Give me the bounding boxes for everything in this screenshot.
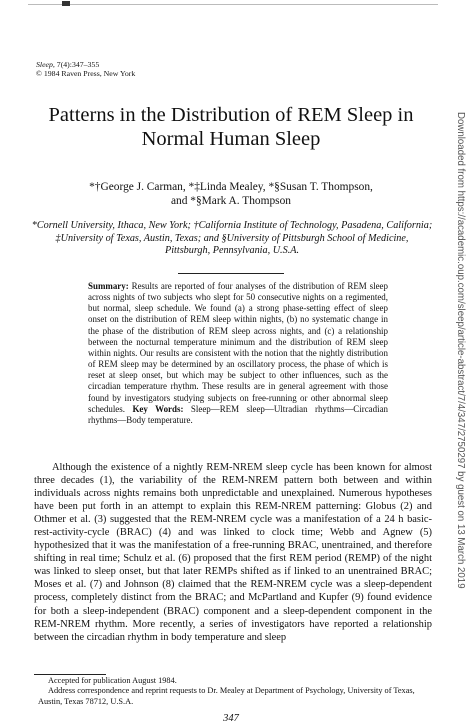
- download-note: Downloaded from https://academic.oup.com/sleep/article-abstract/7/4/347/2750297 by guest on 13 March 2019: [455, 112, 466, 589]
- summary-text: Results are reported of four analyses of the distribution of REM sleep across nights of two subjects who slept for 50 consecutive nights on a regimented, but normal, sleep schedule. We found (a) a strong phase-setting effect of sleep onset on the distribution of REM sleep within nights, (b) no systematic change in the phase of the distribution of REM sleep across nights, and (c) a relationship between the nocturnal temperature minimum and the distribution of REM sleep within nights. Our results are consistent with the notion that the nightly distribution of REM sleep may be determined by an oscillatory process, the phase of which is reset at sleep onset, but which may be subject to other influences, such as the circadian temperature rhythm. These results are in general agreement with those found by investigators studying subjects on free-running or other abnormal sleep schedules.: [88, 281, 388, 414]
- affiliations: [30, 220, 434, 258]
- authors-line-1: *†George J. Carman, *‡Linda Mealey, *§Susan T. Thompson,: [89, 181, 373, 193]
- authors-line-2: and *§Mark A. Thompson: [170, 194, 292, 207]
- journal-copyright: © 1984 Raven Press, New York: [36, 69, 136, 78]
- footnote-accepted: Accepted for publication August 1984.: [48, 676, 177, 685]
- affiliation-line-2: ‡University of Texas, Austin, Texas; and §University of Pittsburgh School of Medicine,: [55, 232, 409, 244]
- journal-volume-line: [36, 60, 135, 69]
- title-line-1: Patterns in the Distribution of REM Sleep in: [48, 104, 414, 126]
- affiliation-line-1: *Cornell University, Ithaca, New York; †California Institute of Technology, Pasadena, California;: [31, 220, 433, 231]
- footnotes: [38, 676, 434, 707]
- keywords-text: Sleep—REM sleep—Ultradian rhythms—Circadian rhythms—Body temperature.: [88, 403, 389, 425]
- journal-volume: , 7(4):347–355: [52, 60, 100, 69]
- download-watermark: [452, 112, 468, 722]
- journal-name: Sleep: [36, 60, 53, 69]
- article-title: [20, 103, 442, 151]
- footnote-rule: [34, 674, 106, 675]
- footnote-address: Address correspondence and reprint requests to Dr. Mealey at Department of Psychology, University of Texas, Austin, Texas 78712, U.S.A.: [38, 686, 415, 706]
- title-line-2: Normal Human Sleep: [141, 128, 321, 150]
- top-edge-mark: [62, 1, 70, 6]
- page-number: 347: [223, 713, 239, 724]
- summary-separator-rule: [178, 273, 284, 274]
- top-edge-rule: [28, 4, 438, 5]
- affiliation-line-3: Pittsburgh, Pennsylvania, U.S.A.: [164, 245, 300, 257]
- journal-citation: [36, 60, 135, 78]
- author-list: [20, 181, 442, 208]
- summary-label: Summary:: [88, 281, 129, 291]
- keywords-label: Key Words:: [132, 403, 184, 414]
- summary-block: [88, 281, 388, 426]
- body-paragraph: Although the existence of a nightly REM-NREM sleep cycle has been known for almost three decades (1), the variability of the REM-NREM pattern both between and within individuals across nights remains both unpredictable and unexplained. Numerous hypotheses have been put forth in an attempt to explain this REM-NREM patterning: Globus (2) and Othmer et al. (3) suggested that the REM-NREM cycle was a manifestation of a 24 h basic-rest-activity-cycle (BRAC) (4) and was linked to clock time; Webb and Agnew (5) hypothesized that it was the manifestation of a free-running BRAC, unentrained, and therefore shifting in real time; Schulz et al. (6) proposed that the first REM period (REMP) of the night was linked to sleep onset, but that later REMPs shifted as if linked to an unentrained BRAC; Moses et al. (7) and Johnson (8) claimed that the REM-NREM cycle was a sleep-dependent process, completely distinct from the BRAC; and McPartland and Kupfer (9) found evidence for both a sleep-independent (BRAC) component and a sleep-dependent component in the REM-NREM rhythm. More recently, a series of investigators have reported a relationship between the circadian rhythm in body temperature and sleep: [34, 462, 432, 643]
